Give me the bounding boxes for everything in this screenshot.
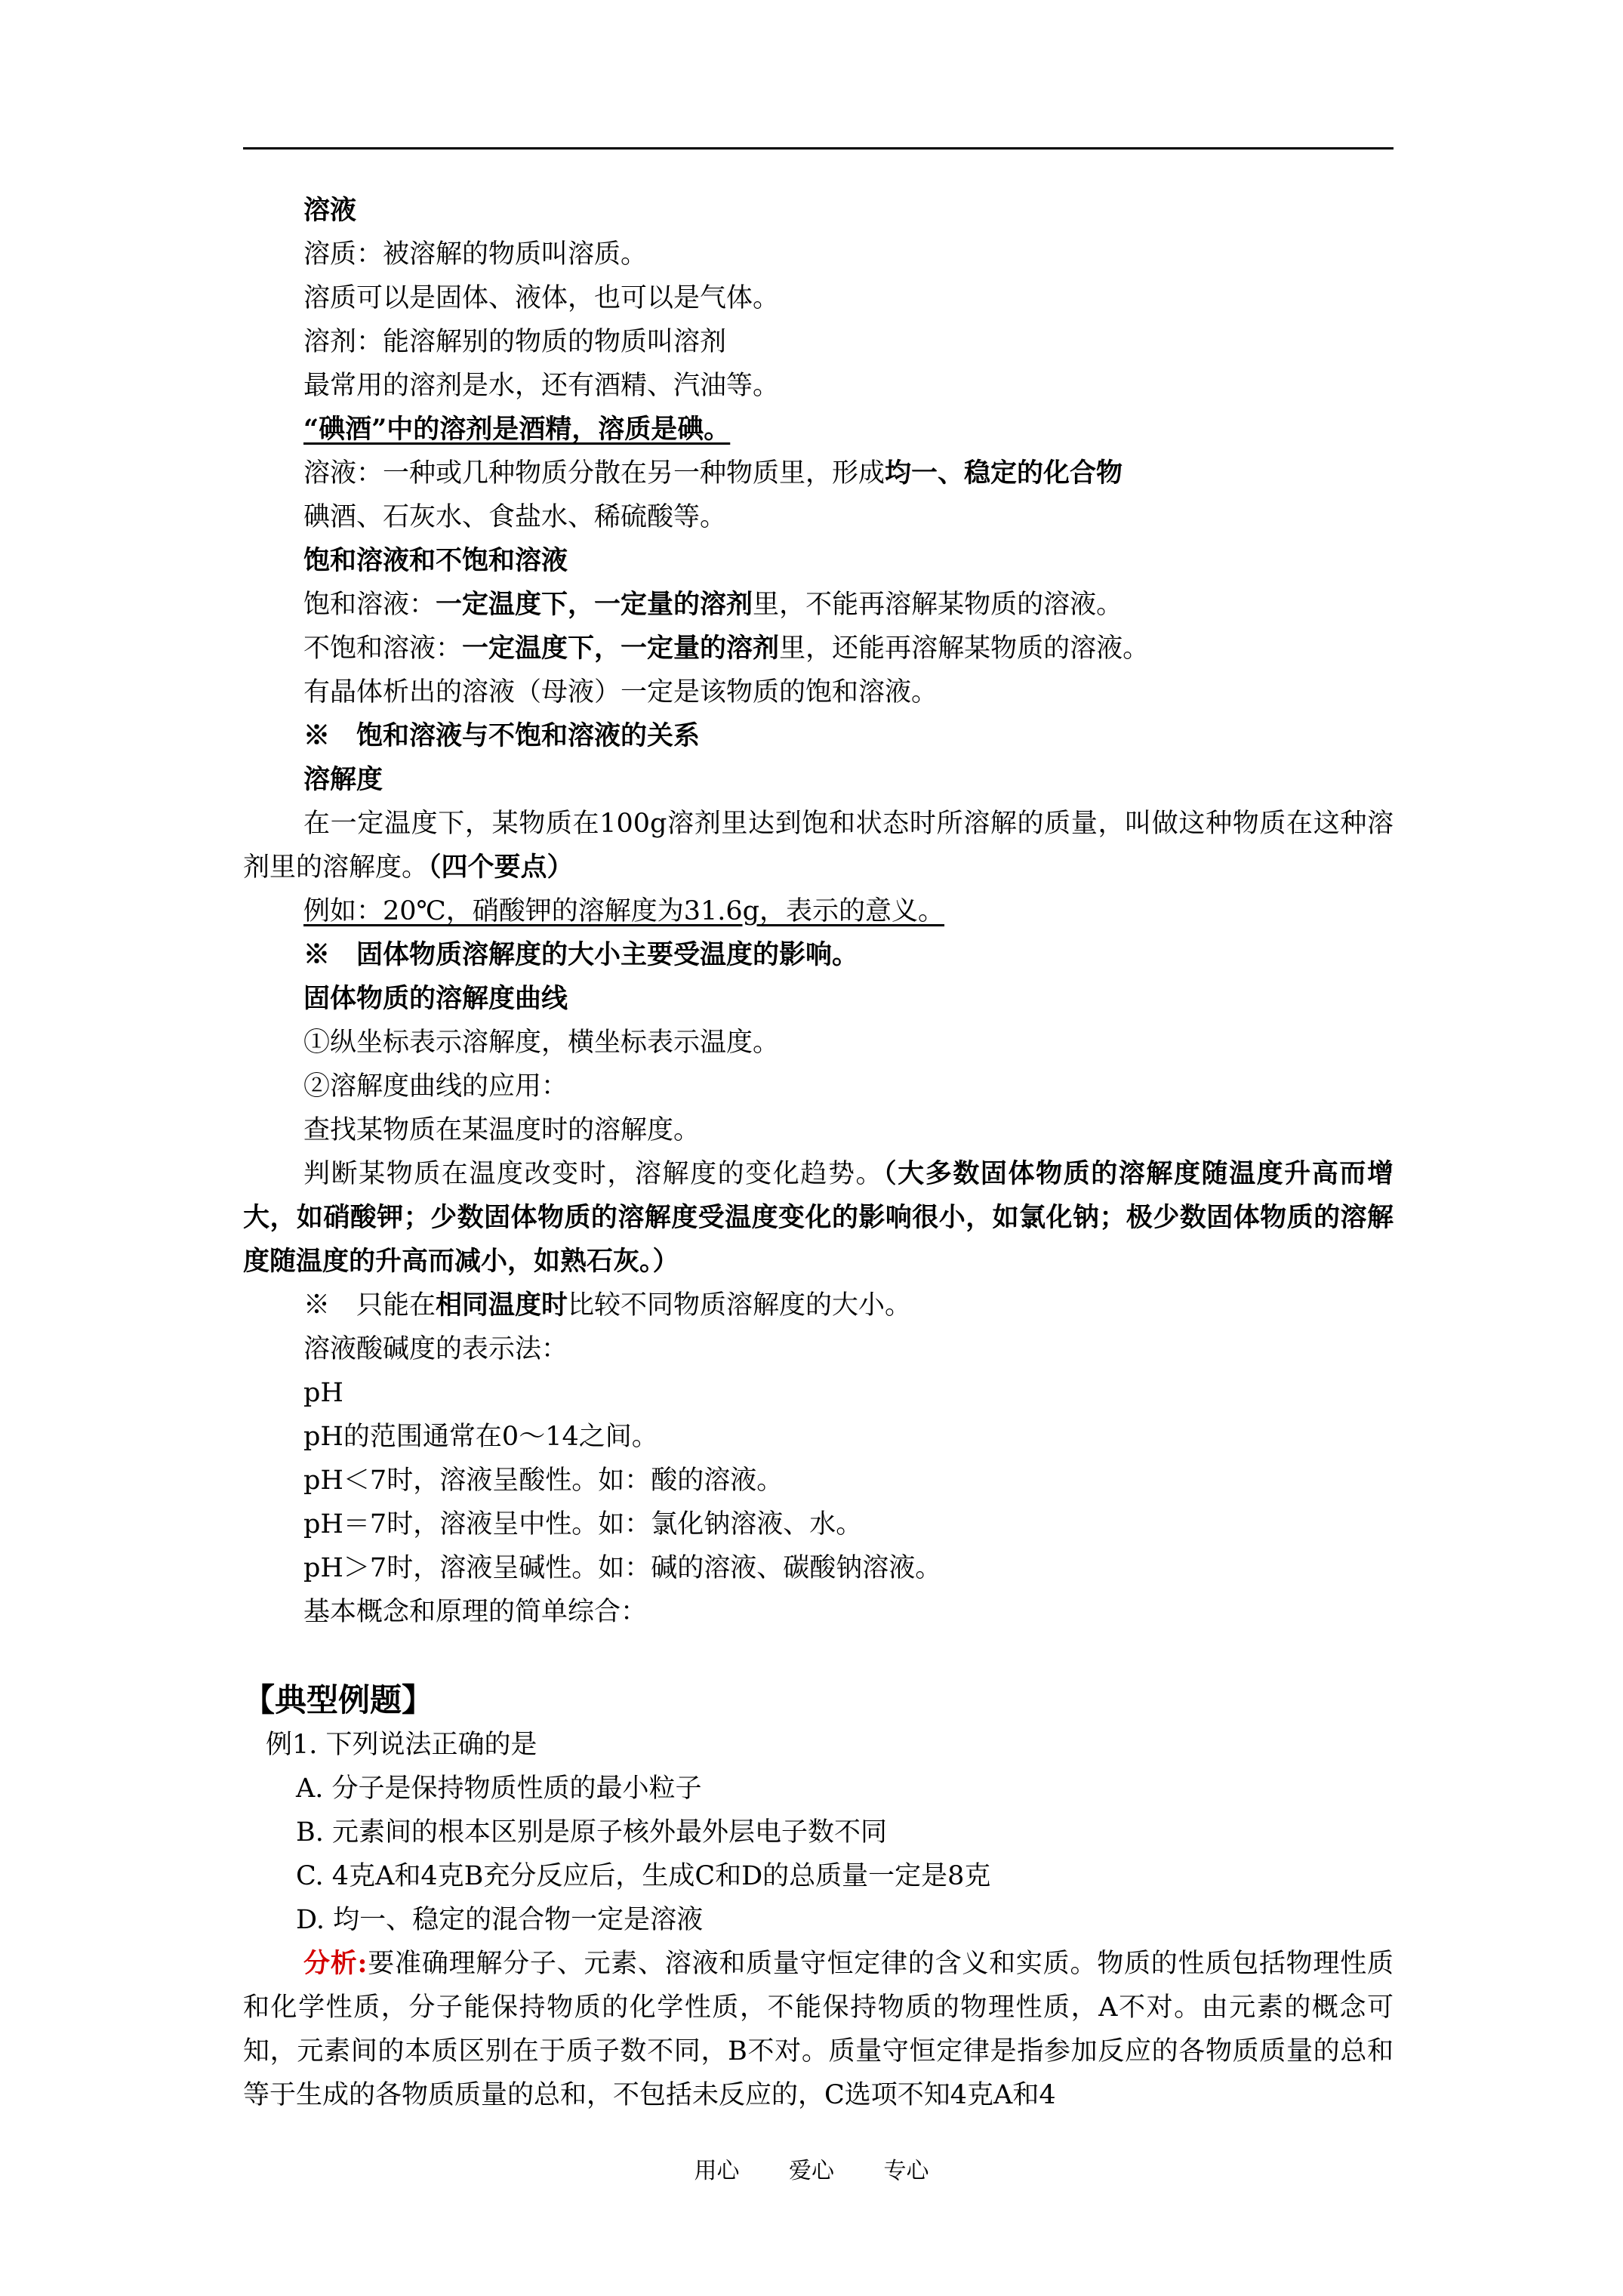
analysis-label: 分析: — [303, 1948, 368, 1979]
text-span: 里，还能再溶解某物质的溶液。 — [779, 633, 1150, 664]
bold-span: （大多数固体物质的溶解度随温度升高而增大，如硝酸钾；少数固体物质的溶解度受温度变化的影响很小，如氯化钠；极少数固体物质的溶解度随温度的升高而减小，如熟石灰。） — [243, 1158, 1394, 1277]
note-line — [243, 1284, 1394, 1327]
iodine-tincture-note: “碘酒”中的溶剂是酒精，溶质是碘。 — [303, 414, 731, 445]
paragraph-solubility — [243, 802, 1394, 889]
text-line: 查找某物质在某温度时的溶解度。 — [303, 1115, 701, 1145]
underlined-example: 例如：20℃，硝酸钾的溶解度为31.6g，表示的意义。 — [303, 896, 945, 926]
text-line: 最常用的溶剂是水，还有酒精、汽油等。 — [303, 371, 780, 401]
section-title: 【典型例题】 — [243, 1681, 434, 1718]
note-line: ※ 饱和溶液与不饱和溶液的关系 — [303, 720, 701, 751]
question-line: 例1. 下列说法正确的是 — [266, 1730, 537, 1760]
text-line: 溶剂：能溶解别的物质的物质叫溶剂 — [303, 327, 727, 357]
heading-saturated: 饱和溶液和不饱和溶液 — [303, 545, 568, 576]
bold-span: （四个要点） — [428, 852, 574, 883]
paragraph-trend — [243, 1152, 1394, 1284]
text-line — [243, 627, 1394, 670]
spacer — [243, 1634, 1394, 1678]
text-line: ②溶解度曲线的应用： — [303, 1071, 568, 1102]
bold-span: 一定量的溶剂 — [621, 633, 780, 664]
option-d: D. 均一、稳定的混合物一定是溶液 — [296, 1905, 704, 1935]
document-body — [243, 189, 1394, 2117]
bold-span: ， — [594, 633, 621, 664]
text-line: 基本概念和原理的简单综合： — [303, 1597, 648, 1627]
bold-span: 相同温度时 — [436, 1290, 568, 1321]
analysis-paragraph — [243, 1942, 1394, 2117]
text-span: ※ 只能在 — [303, 1290, 436, 1321]
text-line: pH — [303, 1378, 343, 1408]
text-line: 碘酒、石灰水、食盐水、稀硫酸等。 — [303, 502, 727, 532]
heading-curve: 固体物质的溶解度曲线 — [303, 983, 568, 1014]
text-line: 溶液酸碱度的表示法： — [303, 1334, 568, 1364]
note-line: ※ 固体物质溶解度的大小主要受温度的影响。 — [303, 939, 859, 970]
footer-item: 爱心 — [789, 2158, 834, 2184]
footer-item: 用心 — [694, 2158, 740, 2184]
option-b: B. 元素间的根本区别是原子核外最外层电子数不同 — [296, 1817, 887, 1848]
bold-span: 一定温度下 — [462, 633, 595, 664]
text-line — [243, 408, 1394, 451]
bold-span: 一定温度下 — [436, 589, 568, 620]
text-span: 溶液：一种或几种物质分散在另一种物质里，形成 — [303, 458, 885, 488]
text-line: ①纵坐标表示溶解度，横坐标表示温度。 — [303, 1028, 780, 1058]
bold-span: 一定量的溶剂 — [594, 589, 753, 620]
analysis-text: 要准确理解分子、元素、溶液和质量守恒定律的含义和实质。物质的性质包括物理性质和化学性质，分子能保持物质的化学性质，不能保持物质的物理性质，A不对。由元素的概念可知，元素间的本质区别在于质子数不同，B不对。质量守恒定律是指参加反应的各物质质量的总和等于生成的各物质质量的总和，不包括未反应的，C选项不知4克A和4 — [243, 1949, 1394, 2110]
option-c: C. 4克A和4克B充分反应后，生成C和D的总质量一定是8克 — [296, 1861, 991, 1891]
bold-span: 均一、稳定的化合物 — [885, 458, 1123, 488]
example-line — [243, 889, 1394, 933]
bold-span: ， — [568, 589, 595, 620]
page-footer — [0, 2152, 1623, 2185]
heading-solubility: 溶解度 — [303, 764, 383, 795]
heading-solution: 溶液 — [303, 195, 357, 226]
text-span: 里，不能再溶解某物质的溶液。 — [753, 590, 1123, 620]
text-line: pH＜7时，溶液呈酸性。如：酸的溶液。 — [303, 1465, 784, 1496]
text-span: 比较不同物质溶解度的大小。 — [568, 1290, 912, 1321]
text-line: pH＝7时，溶液呈中性。如：氯化钠溶液、水。 — [303, 1509, 863, 1539]
text-span: 饱和溶液： — [303, 590, 436, 620]
text-line — [243, 583, 1394, 627]
header-rule — [243, 147, 1394, 149]
text-line: 溶质可以是固体、液体，也可以是气体。 — [303, 283, 780, 313]
text-span: 在一定温度下，某物质在100g溶剂里达到饱和状态时所溶解的质量，叫做这种物质在这种溶剂里的溶解度。 — [243, 809, 1394, 883]
text-line: pH＞7时，溶液呈碱性。如：碱的溶液、碳酸钠溶液。 — [303, 1553, 942, 1583]
option-a: A. 分子是保持物质性质的最小粒子 — [296, 1774, 702, 1804]
text-line — [243, 451, 1394, 495]
text-line: 有晶体析出的溶液（母液）一定是该物质的饱和溶液。 — [303, 677, 938, 707]
footer-item: 专心 — [883, 2158, 929, 2184]
text-line: pH的范围通常在0～14之间。 — [303, 1422, 658, 1452]
text-line: 溶质：被溶解的物质叫溶质。 — [303, 239, 648, 270]
text-span: 不饱和溶液： — [303, 633, 463, 664]
text-span: 判断某物质在温度改变时，溶解度的变化趋势。 — [303, 1159, 884, 1189]
